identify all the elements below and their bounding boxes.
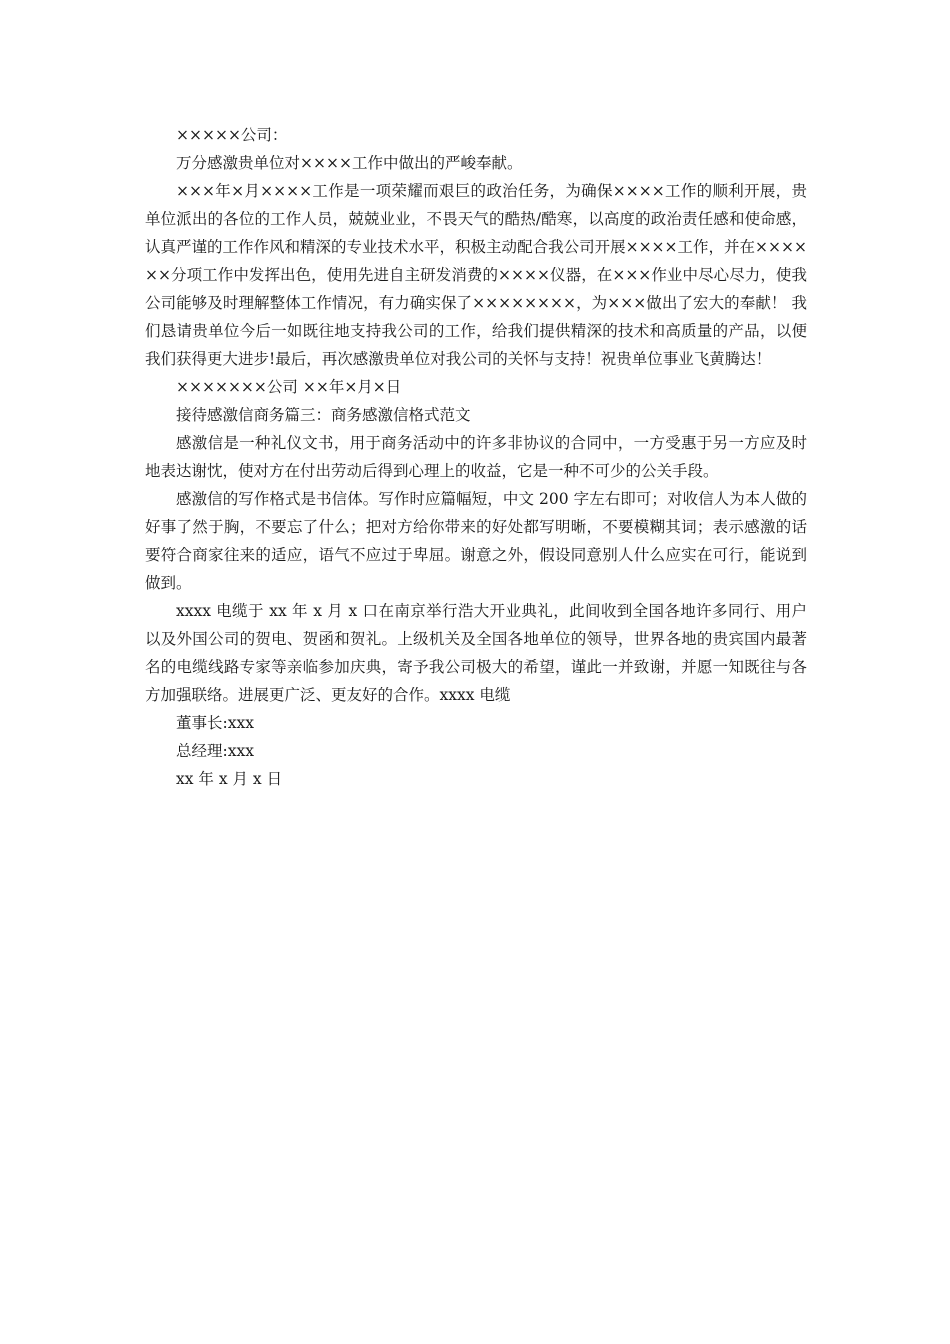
signature-date: xx 年 x 月 x 日 <box>176 770 283 788</box>
document-body <box>145 121 807 793</box>
paragraph-thanks-intro: 万分感激贵单位对××××工作中做出的严峻奉献。 <box>176 154 523 172</box>
signature-company-date: ×××××××公司 ××年×月×日 <box>176 378 402 396</box>
signature-chairman: 董事长:xxx <box>176 714 254 732</box>
paragraph-thanks-body: ×××年×月××××工作是一项荣耀而艰巨的政治任务，为确保××××工作的顺利开展，贵单位派出的各位的工作人员，兢兢业业，不畏天气的酷热/酷寒，以高度的政治责任感和使命感，认真严谨的工作作风和精深的专业技术水平，积极主动配合我公司开展××××工作，并在××××××分项工作中发挥出色，使用先进自主研发消费的××××仪器，在×××作业中尽心尽力，使我公司能够及时理解整体工作情况，有力确实保了××××××××，为×××做出了宏大的奉献！ 我们恳请贵单位今后一如既往地支持我公司的工作，给我们提供精深的技术和高质量的产品，以便我们获得更大进步!最后，再次感激贵单位对我公司的关怀与支持！祝贵单位事业飞黄腾达！ <box>145 182 807 368</box>
paragraph-format: 感激信的写作格式是书信体。写作时应篇幅短，中文 200 字左右即可；对收信人为本人做的好事了然于胸，不要忘了什么；把对方给你带来的好处都写明晰，不要模糊其词；表示感激的话要符合商家往来的适应，语气不应过于卑屈。谢意之外，假设同意别人什么应实在可行，能说到做到。 <box>145 490 807 592</box>
paragraph-example: xxxx 电缆于 xx 年 x 月 x 口在南京举行浩大开业典礼，此间收到全国各地许多同行、用户以及外国公司的贺电、贺函和贺礼。上级机关及全国各地单位的领导，世界各地的贵宾国内最著名的电缆线路专家等亲临参加庆典，寄予我公司极大的希望，谨此一并致谢，并愿一知既往与各方加强联络。进展更广泛、更友好的合作。xxxx 电缆 <box>145 602 807 704</box>
paragraph-definition: 感激信是一种礼仪文书，用于商务活动中的许多非协议的合同中，一方受惠于另一方应及时地表达谢忱，使对方在付出劳动后得到心理上的收益，它是一种不可少的公关手段。 <box>145 434 807 480</box>
section-heading: 接待感激信商务篇三：商务感激信格式范文 <box>176 406 471 424</box>
signature-general-manager: 总经理:xxx <box>176 742 254 760</box>
salutation: ×××××公司： <box>176 126 288 144</box>
